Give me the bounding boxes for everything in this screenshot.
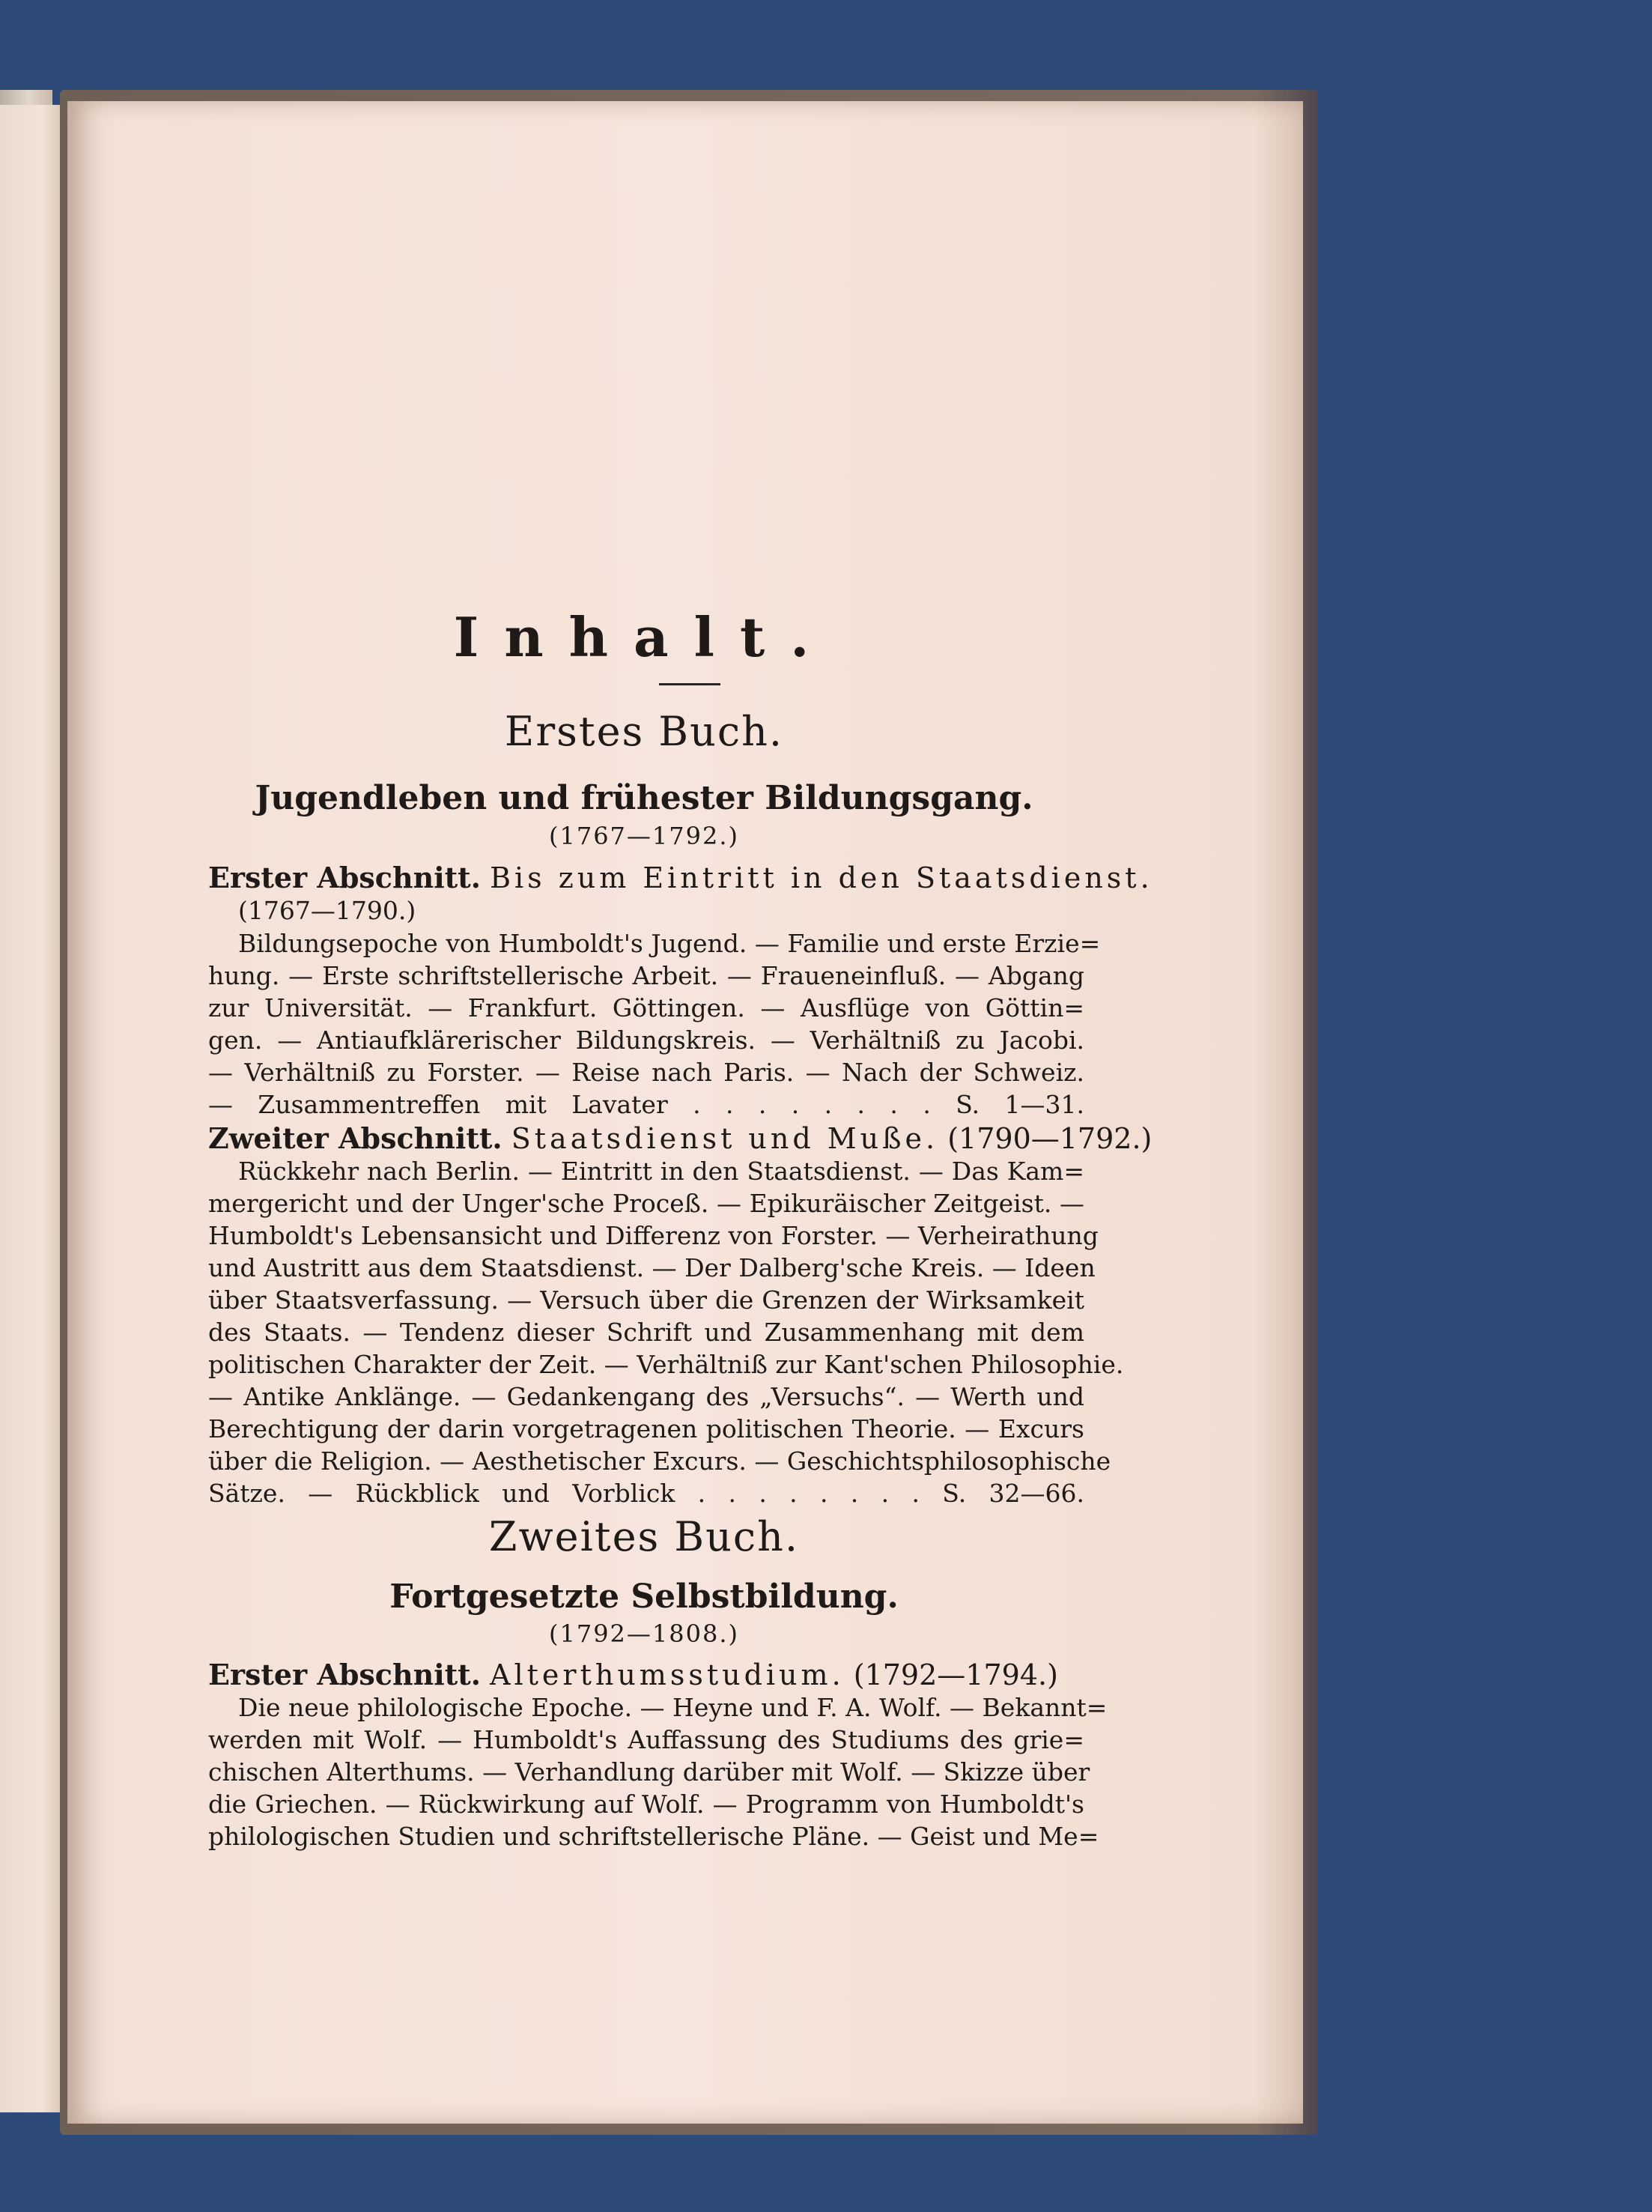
toc-line: — Verhältniß zu Forster. — Reise nach Paris. — Nach der Schweiz. [208, 1058, 1084, 1087]
toc-line: hung. — Erste schriftstellerische Arbeit. — Fraueneinfluß. — Abgang [208, 961, 1084, 990]
toc-line: über die Religion. — Aesthetischer Excurs. — Geschichtsphilosophische [208, 1446, 1111, 1476]
heading-rule [659, 683, 720, 685]
section-years: (1792—1794.) [853, 1658, 1058, 1691]
toc-line: Die neue philologische Epoche. — Heyne und F. A. Wolf. — Bekannt= [238, 1693, 1108, 1722]
section-label: Zweiter Abschnitt. [208, 1121, 502, 1155]
toc-line: des Staats. — Tendenz dieser Schrift und Zusammenhang mit dem [208, 1318, 1084, 1347]
section-title: Alterthumsstudium. [490, 1658, 845, 1691]
section-title: Staatsdienst und Muße. [511, 1122, 939, 1155]
book-subtitle: Fortgesetzte Selbstbildung. [389, 1578, 899, 1616]
toc-line: Rückkehr nach Berlin. — Eintritt in den Staatsdienst. — Das Kam= [238, 1157, 1084, 1186]
toc-line: politischen Charakter der Zeit. — Verhältniß zur Kant'schen Philosophie. [208, 1350, 1124, 1379]
toc-line: Humboldt's Lebensansicht und Differenz von Forster. — Verheirathung [208, 1221, 1099, 1250]
page-heading: Inhalt. [453, 605, 835, 669]
toc-line: und Austritt aus dem Staatsdienst. — Der Dalberg'sche Kreis. — Ideen [208, 1253, 1096, 1282]
toc-line: gen. — Antiaufklärerischer Bildungskreis. — Verhältniß zu Jacobi. [208, 1025, 1084, 1055]
section-heading [208, 1121, 1153, 1155]
toc-line: chischen Alterthums. — Verhandlung darüber mit Wolf. — Skizze über [208, 1757, 1090, 1787]
toc-line: zur Universität. — Frankfurt. Göttingen. — Ausflüge von Göttin= [208, 993, 1084, 1022]
toc-line: über Staatsverfassung. — Versuch über die Grenzen der Wirksamkeit [208, 1285, 1084, 1315]
section-heading [208, 861, 1153, 894]
toc-line: mergericht und der Unger'sche Proceß. — Epikuräischer Zeitgeist. — [208, 1189, 1084, 1218]
section-title: Bis zum Eintritt in den Staatsdienst. [490, 861, 1153, 894]
section-years: (1767—1790.) [238, 896, 416, 925]
toc-line: — Antike Anklänge. — Gedankengang des „Versuchs“. — Werth und [208, 1382, 1084, 1411]
toc-line: werden mit Wolf. — Humboldt's Auffassung des Studiums des grie= [208, 1725, 1084, 1754]
toc-line: Berechtigung der darin vorgetragenen politischen Theorie. — Excurs [208, 1414, 1084, 1443]
book-title: Zweites Buch. [488, 1513, 800, 1560]
book-subtitle: Jugendleben und frühester Bildungsgang. [255, 779, 1033, 817]
toc-line: Bildungsepoche von Humboldt's Jugend. — Familie und erste Erzie= [238, 929, 1101, 958]
toc-line: — Zusammentreffen mit Lavater . . . . . . . . S. 1—31. [208, 1090, 1084, 1119]
section-years: (1790—1792.) [947, 1122, 1153, 1155]
book-years: (1792—1808.) [548, 1619, 739, 1648]
toc-line: Sätze. — Rückblick und Vorblick . . . . . . . . S. 32—66. [208, 1479, 1084, 1508]
toc-line: die Griechen. — Rückwirkung auf Wolf. — Programm von Humboldt's [208, 1790, 1084, 1819]
section-label: Erster Abschnitt. [208, 1658, 481, 1691]
toc-line: philologischen Studien und schriftstellerische Pläne. — Geist und Me= [208, 1822, 1099, 1851]
book-years: (1767—1792.) [548, 822, 739, 850]
section-heading [208, 1660, 1084, 1690]
section-label: Erster Abschnitt. [208, 861, 481, 894]
book-title: Erstes Buch. [504, 708, 784, 755]
